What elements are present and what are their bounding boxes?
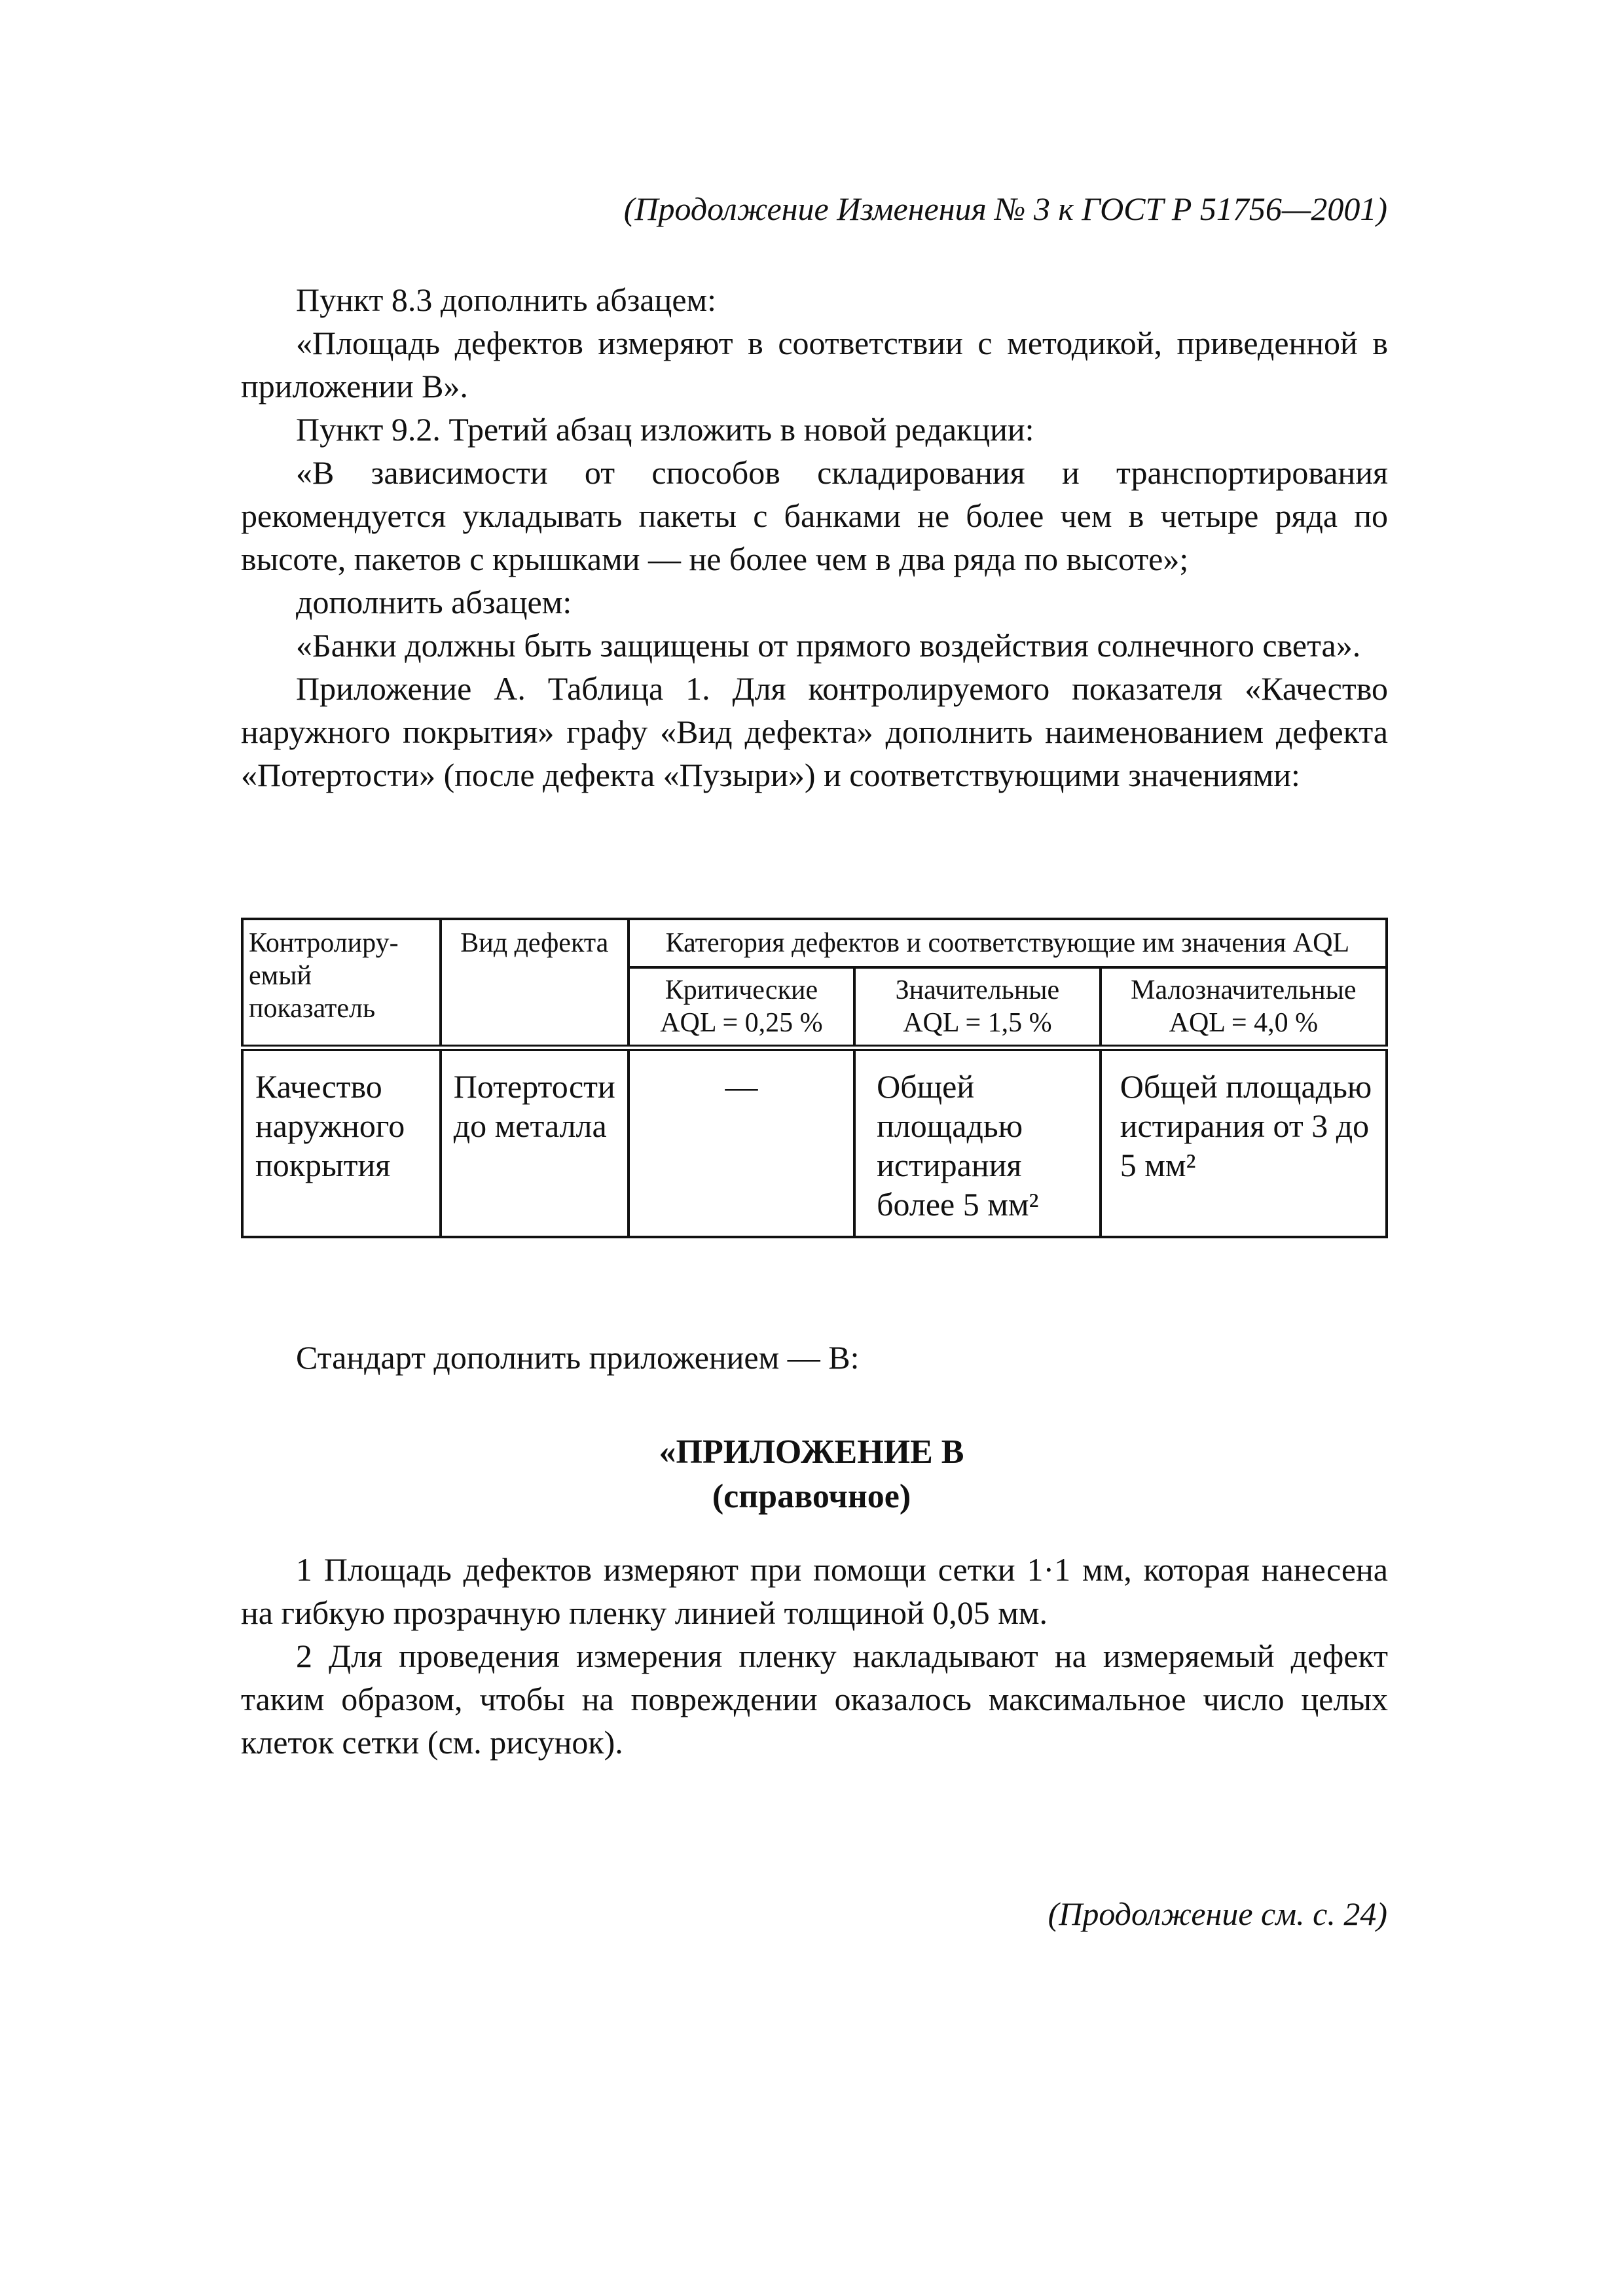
header-category: Категория дефектов и соответствующие им значения AQL <box>629 919 1387 967</box>
paragraph: Пункт 9.2. Третий абзац изложить в новой редакции: <box>296 411 1034 448</box>
cell-significant: Общей площадью истирания более 5 мм² <box>854 1048 1101 1237</box>
cell-critical: — <box>629 1048 854 1237</box>
header-controlled: Контролиру-емый показатель <box>242 919 441 1048</box>
appendix-title: «ПРИЛОЖЕНИЕ В <box>659 1433 964 1471</box>
running-header: (Продолжение Изменения № 3 к ГОСТ Р 51756—2001) <box>623 190 1387 227</box>
appendix-paragraph: 2 Для проведения измерения пленку накладывают на измеряемый дефект таким образом, чтобы на повреждении оказалось максимальное число целых клеток сетки (см. рисунок). <box>241 1638 1388 1761</box>
header-minor: Малозначительные AQL = 4,0 % <box>1101 967 1387 1048</box>
paragraph: «В зависимости от способов складирования и транспортирования рекомендуется укладывать пакеты с банками не более чем в четыре ряда по высоте, пакетов с крышками — не более чем в два ряда по высоте»; <box>241 454 1388 577</box>
cell-defect-type: Потертости до металла <box>441 1048 629 1237</box>
paragraph: Приложение А. Таблица 1. Для контролируемого показателя «Качество наружного покрытия» графу «Вид дефекта» дополнить наименованием дефекта «Потертости» (после дефекта «Пузыри») и соответствующими значениями: <box>241 670 1388 793</box>
continuation-note: (Продолжение см. с. 24) <box>1048 1895 1387 1932</box>
appendix-paragraph: 1 Площадь дефектов измеряют при помощи сетки 1·1 мм, которая нанесена на гибкую прозрачную пленку линией толщиной 0,05 мм. <box>241 1551 1388 1631</box>
appendix-body <box>241 1548 1388 1764</box>
paragraph: «Банки должны быть защищены от прямого воздействия солнечного света». <box>296 627 1361 664</box>
paragraph: дополнить абзацем: <box>296 584 572 620</box>
body-text <box>241 278 1388 797</box>
header-significant: Значительные AQL = 1,5 % <box>854 967 1101 1048</box>
appendix-subtitle: (справочное) <box>712 1478 911 1515</box>
paragraph: «Площадь дефектов измеряют в соответствии с методикой, приведенной в приложении В». <box>241 325 1388 404</box>
defects-table <box>241 918 1388 1238</box>
paragraph: Пункт 8.3 дополнить абзацем: <box>296 281 717 318</box>
addition-note: Стандарт дополнить приложением — В: <box>296 1339 860 1376</box>
appendix-heading <box>0 1430 1623 1519</box>
cell-minor: Общей площадью истирания от 3 до 5 мм² <box>1101 1048 1387 1237</box>
header-defect-type: Вид дефекта <box>441 919 629 1048</box>
cell-controlled: Качество наружного покрытия <box>242 1048 441 1237</box>
header-critical: Критические AQL = 0,25 % <box>629 967 854 1048</box>
